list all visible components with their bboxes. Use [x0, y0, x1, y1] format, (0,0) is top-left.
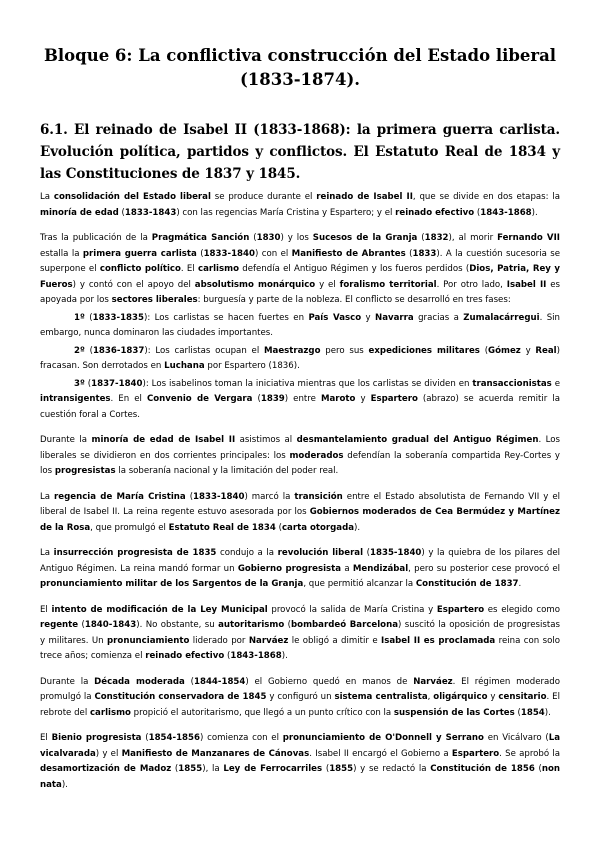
bold-text: 1855: [329, 764, 354, 774]
text-run: ). No obstante, su: [136, 620, 219, 630]
text-run: entre el Estado absolutista de Fernando VII y el liberal de Isabel II. La reina regente estuvo asesorada por los: [40, 491, 560, 517]
bold-text: oligárquico: [433, 692, 488, 702]
text-run: y: [487, 692, 499, 702]
bold-text: carlismo: [89, 707, 131, 718]
paragraph-insurrection-1835: [40, 546, 560, 593]
bold-text: pronunciamiento de O'Donnell y Serrano: [282, 733, 484, 743]
text-run: ). A la cuestión sucesoria se superpone el: [40, 248, 561, 274]
text-run: (: [479, 345, 489, 356]
bold-text: transaccionistas: [472, 378, 552, 389]
bold-text: autoritarismo: [218, 620, 285, 630]
bold-text: 1843-1868: [480, 207, 532, 218]
paragraph-liberals: [40, 433, 560, 480]
bold-text: Convenio de Vergara: [146, 394, 253, 404]
text-run: (: [224, 651, 231, 661]
bold-text: 1840-1843: [84, 620, 137, 630]
phase-3: [40, 377, 560, 424]
text-run: gracias a: [413, 312, 464, 323]
text-run: . Se aprobó la: [499, 748, 561, 759]
text-run: (: [474, 207, 481, 218]
text-run: . El régimen moderado promulgó la: [40, 676, 560, 702]
bold-text: Narváez: [413, 676, 453, 687]
bold-text: Manifiesto de Manzanares de Cánovas: [121, 748, 310, 759]
bold-text: Fernando VII: [497, 233, 560, 243]
text-run: ), al morir: [448, 233, 498, 243]
bold-text: 1854: [520, 707, 545, 718]
text-run: propició el autoritarismo, que llegó a un punto crítico con la: [130, 707, 394, 718]
bold-text: 1839: [260, 394, 285, 404]
bold-text: 1830: [256, 233, 281, 243]
bold-text: desamortización de Madoz: [40, 764, 172, 774]
text-run: y: [520, 345, 536, 356]
text-run: defendían la soberanía compartida Rey-Cortes y los: [40, 450, 560, 476]
text-run: (: [185, 491, 194, 502]
text-run: es apoyada por los: [40, 279, 560, 305]
text-run: ): Los carlistas ocupan el: [144, 345, 264, 356]
text-run: ) y los: [280, 233, 313, 243]
bold-text: Manifiesto de Abrantes: [291, 248, 406, 259]
text-run: ) y se redactó la: [353, 764, 431, 774]
bold-text: Década moderada: [94, 676, 185, 687]
bold-text: non nata: [40, 764, 560, 790]
text-run: ) marcó la: [244, 491, 295, 502]
text-run: (: [118, 207, 125, 218]
text-run: , pero su posterior cese provocó el: [408, 563, 561, 574]
bold-text: moderados: [289, 450, 344, 461]
bold-text: 1833: [412, 248, 437, 259]
bold-text: 1833-1840: [193, 491, 245, 502]
bold-text: Bienio progresista: [51, 733, 142, 743]
bold-text: sistema centralista: [334, 692, 428, 702]
bold-text: 1854-1856: [148, 733, 200, 743]
text-run: . Los liberales se dividieron en dos corrientes principales: los: [40, 435, 560, 461]
bold-text: reinado efectivo: [395, 207, 475, 218]
text-run: ) fracasan. Son derrotados en: [40, 345, 560, 371]
text-run: (: [184, 676, 194, 687]
bold-text: Navarra: [375, 312, 414, 323]
text-run: y: [355, 394, 371, 404]
bold-text: intransigentes: [40, 394, 111, 404]
bold-text: minoría de edad: [40, 207, 119, 218]
bold-text: desmantelamiento gradual del Antiguo Régimen: [296, 435, 539, 445]
text-run: . Sin embargo, nunca dominaron las ciudades importantes.: [40, 312, 560, 338]
text-run: (: [196, 248, 204, 259]
bold-text: 1833-1840: [203, 248, 255, 259]
bold-text: suspensión de las Cortes: [393, 707, 515, 718]
bold-text: 1836-1837: [92, 345, 145, 356]
bold-text: sectores liberales: [111, 295, 198, 305]
text-run: ).: [544, 707, 551, 718]
bold-text: La vicalvarada: [40, 733, 560, 759]
bold-text: insurrección progresista de 1835: [53, 548, 217, 558]
bold-text: carlismo: [197, 264, 239, 274]
text-run: defendía el Antiguo Régimen y los fueros perdidos (: [238, 264, 470, 274]
bold-text: 1837-1840: [91, 378, 143, 389]
bold-text: Isabel II es proclamada: [381, 635, 496, 646]
text-run: (: [534, 764, 542, 774]
bold-text: expediciones militares: [368, 345, 480, 356]
text-run: (: [78, 620, 85, 630]
text-run: (: [171, 764, 179, 774]
text-run: (abrazo) se acuerda remitir la cuestión foral a Cortes.: [40, 394, 560, 420]
bold-text: 1833-1835: [92, 312, 144, 323]
text-run: (: [84, 312, 93, 323]
bold-text: Maestrazgo: [263, 345, 321, 356]
text-run: es elegido como: [484, 604, 560, 615]
text-run: El: [40, 733, 52, 743]
bold-text: Espartero: [451, 748, 500, 759]
text-run: ,: [427, 692, 434, 702]
text-run: provocó la salida de María Cristina y: [267, 604, 437, 615]
text-run: ) suscitó la oposición de progresistas y militares. Un: [40, 620, 560, 646]
bold-text: minoría de edad de Isabel II: [91, 435, 236, 445]
text-run: (: [275, 522, 282, 533]
phase-1: [40, 311, 560, 342]
bold-text: Sucesos de la Granja: [312, 233, 418, 243]
text-run: (: [84, 378, 92, 389]
text-run: la soberanía nacional y la limitación del poder real.: [115, 466, 339, 476]
bold-text: reinado de Isabel II: [316, 192, 413, 202]
page-title: [40, 44, 560, 92]
text-run: y configuró un: [266, 692, 335, 702]
text-run: , que permitió alcanzar la: [303, 579, 416, 589]
bold-text: País Vasco: [308, 312, 362, 323]
text-run: Durante la: [40, 435, 92, 445]
text-run: (: [249, 233, 257, 243]
text-run: ).: [531, 207, 538, 218]
text-run: ) entre: [284, 394, 321, 404]
text-run: (: [252, 394, 261, 404]
bold-text: 1832: [424, 233, 449, 243]
text-run: se produce durante el: [210, 192, 317, 202]
text-run: condujo a la: [216, 548, 278, 558]
text-run: . En el: [110, 394, 147, 404]
section-title: 6.1. El reinado de Isabel II (1833-1868): la primera guerra carlista. Evolución política, partidos y conflictos. El Estatuto Real de 1834 y las Constituciones de 1837 y 1845.: [40, 122, 560, 182]
paragraph-regency-maria-cristina: [40, 490, 560, 537]
bold-text: bombardeó Barcelona: [291, 620, 399, 630]
paragraph-municipal-law: [40, 603, 560, 665]
text-run: ) con las regencias María Cristina y Espartero; y el: [176, 207, 396, 218]
text-run: , que se divide en dos etapas: la: [412, 192, 561, 202]
text-run: por Espartero (1836).: [204, 361, 300, 371]
text-run: Durante la: [40, 676, 95, 687]
text-run: a: [341, 563, 353, 574]
bold-text: Dios, Patria, Rey y Fueros: [40, 264, 561, 290]
text-run: .: [518, 579, 522, 589]
text-run: (: [417, 233, 425, 243]
text-run: . El rebrote del: [40, 692, 560, 718]
bold-text: Gobierno progresista: [237, 563, 342, 574]
bold-text: 2º: [74, 345, 85, 356]
bold-text: foralismo territorial: [339, 279, 437, 290]
bold-text: Luchana: [164, 361, 205, 371]
text-run: en Vicálvaro (: [483, 733, 549, 743]
text-run: , que promulgó el: [90, 522, 169, 533]
bold-text: 1855: [178, 764, 203, 774]
bold-text: regente: [40, 620, 79, 630]
bold-text: progresistas: [54, 466, 116, 476]
text-run: . Isabel II encargó el Gobierno a: [309, 748, 452, 759]
text-run: ): Los carlistas se hacen fuertes en: [144, 312, 309, 323]
text-run: La: [40, 491, 55, 502]
bold-text: 1833-1843: [124, 207, 177, 218]
text-run: (: [363, 548, 370, 558]
text-run: . Por otro lado,: [436, 279, 507, 290]
paragraph-progressive-biennium: [40, 731, 560, 793]
text-run: ) con el: [254, 248, 292, 259]
paragraph-intro: [40, 190, 560, 221]
text-run: ) comienza con el: [200, 733, 283, 743]
page-title-line-2: (1833-1874).: [239, 70, 361, 89]
paragraph-moderate-decade: [40, 675, 560, 722]
bold-text: 1835-1840: [370, 548, 422, 558]
text-run: y el: [315, 279, 340, 290]
text-run: ).: [61, 779, 68, 790]
bold-text: Estatuto Real de 1834: [168, 522, 276, 533]
bold-text: censitario: [498, 692, 547, 702]
bold-text: Narváez: [248, 635, 289, 646]
text-run: ) el Gobierno quedó en manos de: [245, 676, 414, 687]
bold-text: 1843-1868: [230, 651, 282, 661]
text-run: le obligó a dimitir e: [288, 635, 382, 646]
bold-text: Constitución de 1856: [430, 764, 535, 774]
text-run: ) y el: [95, 748, 122, 759]
text-run: : burguesía y parte de la nobleza. El conflicto se desarrolló en tres fases:: [197, 295, 511, 305]
text-run: (: [141, 733, 149, 743]
text-run: ), la: [202, 764, 224, 774]
bold-text: transición: [294, 491, 343, 502]
text-run: ).: [354, 522, 361, 533]
bold-text: Ley de Ferrocarriles: [223, 764, 323, 774]
text-run: (: [84, 345, 93, 356]
bold-text: Mendizábal: [352, 563, 409, 574]
text-run: liderado por: [189, 635, 249, 646]
text-run: El: [40, 604, 52, 615]
bold-text: Espartero: [436, 604, 485, 615]
bold-text: pronunciamiento: [107, 635, 190, 646]
bold-text: revolución liberal: [277, 548, 364, 558]
bold-text: 1º: [74, 312, 85, 323]
bold-text: Gobiernos moderados de Cea Bermúdez y Martínez de la Rosa: [40, 507, 560, 533]
page-title-line-1: Bloque 6: La conflictiva construcción del Estado liberal: [43, 46, 557, 65]
text-run: . El: [180, 264, 198, 274]
bold-text: consolidación del Estado liberal: [53, 192, 211, 202]
text-run: La: [40, 548, 54, 558]
text-run: ).: [281, 651, 288, 661]
text-run: ) y contó con el apoyo del: [72, 279, 195, 290]
bold-text: Espartero: [370, 394, 418, 404]
text-run: reina con solo trece años; comienza el: [40, 635, 560, 661]
text-run: Tras la publicación de la: [40, 233, 152, 243]
text-run: (: [322, 764, 330, 774]
text-run: ) y la quiebra de los pilares del Antiguo Régimen. La reina mandó formar un: [40, 548, 560, 574]
text-run: (: [405, 248, 413, 259]
paragraph-carlist-war: [40, 231, 560, 309]
text-run: (: [284, 620, 292, 630]
text-run: pero sus: [320, 345, 369, 356]
bold-text: 1844-1854: [193, 676, 246, 687]
bold-text: Pragmática Sanción: [151, 233, 250, 243]
text-run: ): Los isabelinos toman la iniciativa mientras que los carlistas se dividen en: [142, 378, 473, 389]
bold-text: Isabel II: [506, 279, 547, 290]
bold-text: Real: [535, 345, 557, 356]
bold-text: conflicto político: [99, 264, 181, 274]
bold-text: Zumalacárregui: [463, 312, 540, 323]
bold-text: regencia de María Cristina: [54, 491, 186, 502]
bold-text: carta otorgada: [281, 522, 355, 533]
bold-text: 3º: [74, 378, 85, 389]
bold-text: Constitución conservadora de 1845: [94, 692, 267, 702]
bold-text: Maroto: [320, 394, 356, 404]
phase-2: [40, 344, 560, 375]
text-run: (: [514, 707, 521, 718]
text-run: asistimos al: [235, 435, 297, 445]
bold-text: Gómez: [488, 345, 521, 356]
bold-text: reinado efectivo: [145, 651, 225, 661]
bold-text: absolutismo monárquico: [194, 279, 316, 290]
bold-text: pronunciamiento militar de los Sargentos de la Granja: [40, 579, 304, 589]
text-run: e: [551, 378, 560, 389]
text-run: y: [361, 312, 376, 323]
bold-text: primera guerra carlista: [82, 248, 197, 259]
bold-text: intento de modificación de la Ley Municipal: [51, 604, 268, 615]
text-run: La: [40, 192, 54, 202]
bold-text: Constitución de 1837: [415, 579, 519, 589]
text-run: estalla la: [40, 248, 83, 259]
body-text: [40, 190, 560, 803]
